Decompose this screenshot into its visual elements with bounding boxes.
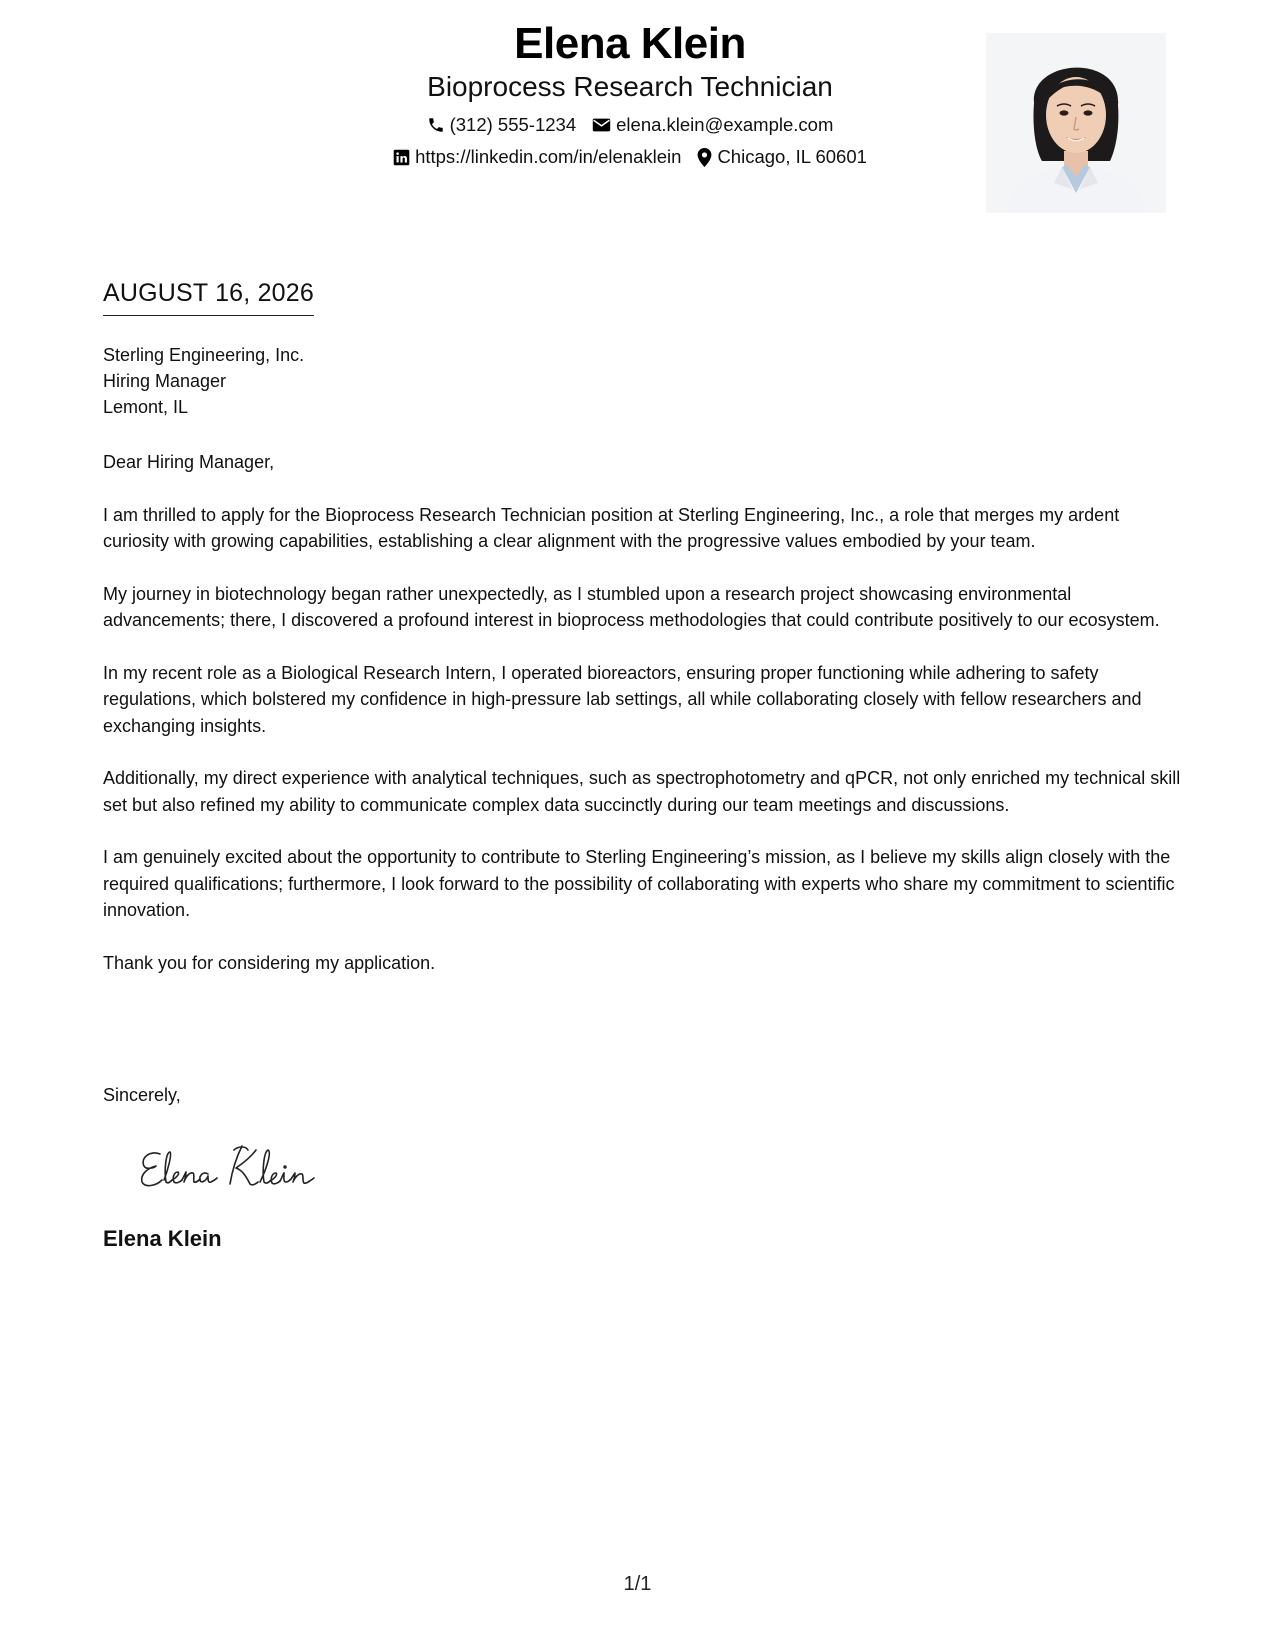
- letter-body: [103, 449, 1183, 1002]
- location-text: Chicago, IL 60601: [717, 146, 867, 168]
- email-text: elena.klein@example.com: [616, 114, 834, 135]
- job-title: Bioprocess Research Technician: [427, 71, 833, 102]
- page-number: 1/1: [623, 1573, 652, 1595]
- linkedin-icon: [393, 149, 410, 166]
- signed-name: Elena Klein: [103, 1226, 222, 1251]
- linkedin-text: https://linkedin.com/in/elenaklein: [415, 146, 682, 168]
- applicant-name: Elena Klein: [514, 19, 746, 68]
- map-marker-icon: [697, 148, 712, 167]
- profile-photo: [986, 33, 1166, 213]
- contact-phone[interactable]: [427, 116, 577, 135]
- body-paragraph: My journey in biotechnology began rather unexpectedly, as I stumbled upon a research project showcasing environmental advancements; there, I discovered a profound interest in bioprocess methodologies that could contribute positively to our ecosystem.: [103, 583, 1160, 630]
- contact-email[interactable]: [592, 116, 833, 135]
- recipient-location: Lemont, IL: [103, 397, 189, 417]
- recipient-company: Sterling Engineering, Inc.: [103, 345, 305, 365]
- letter-date: AUGUST 16, 2026: [103, 281, 314, 316]
- salutation: Dear Hiring Manager,: [103, 452, 275, 472]
- body-paragraph: In my recent role as a Biological Research Intern, I operated bioreactors, ensuring proper functioning while adhering to safety regulations, which bolstered my confidence in high-pressure lab settings, all while collaborating closely with fellow researchers and exchanging insights.: [103, 662, 1142, 736]
- contact-linkedin[interactable]: [393, 148, 681, 167]
- recipient-contact: Hiring Manager: [103, 371, 227, 391]
- recipient-block: [103, 342, 304, 420]
- valediction: Sincerely,: [103, 1085, 181, 1105]
- handwritten-signature: [138, 1140, 328, 1192]
- contact-location: [697, 148, 866, 167]
- body-paragraph: Additionally, my direct experience with analytical techniques, such as spectrophotometry and qPCR, not only enriched my technical skill set but also refined my ability to communicate complex data succinctly during our team meetings and discussions.: [103, 768, 1181, 815]
- phone-text: (312) 555-1234: [449, 114, 577, 135]
- body-paragraph: Thank you for considering my application.: [103, 952, 436, 973]
- body-paragraph: I am genuinely excited about the opportunity to contribute to Sterling Engineering’s mission, as I believe my skills align closely with the required qualifications; furthermore, I look forward to the possibility of collaborating with experts who share my commitment to scientific innovation.: [103, 847, 1175, 920]
- envelope-icon: [592, 117, 611, 133]
- phone-icon: [427, 116, 445, 134]
- body-paragraph: I am thrilled to apply for the Bioprocess Research Technician position at Sterling Engineering, Inc., a role that merges my ardent curiosity with growing capabilities, establishing a clear alignment with the progressive values embodied by your team.: [103, 504, 1120, 551]
